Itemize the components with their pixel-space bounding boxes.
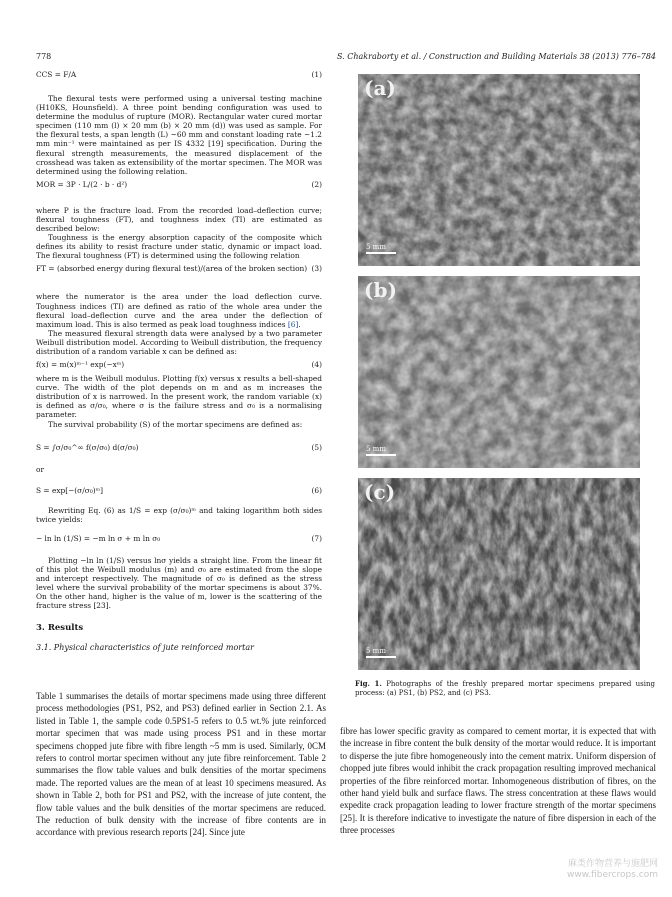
scale-bar-c (366, 656, 396, 658)
specimen-photo-a (358, 74, 640, 266)
scale-bar-a (366, 252, 396, 254)
paragraph-flexural-tests: The flexural tests were performed using a universal testing machine (H10KS, Hounsfield). A three point bending configuration was used to determine the modulus of rupture (MOR). Rectangular water cured mortar specimen (110 mm (l) × 20 mm (b) × 20 mm (d)) was used as sample. For the flexural tests, a span length (L) ~60 mm and constant loading rate ~1.2 mm min⁻¹ were maintained as per IS 4332 [19] specification. During the flexural strength measurements, the measured displacement of the crosshead was taken as extensibility of the mortar specimen. The MOR was determined using the following relation. (36, 94, 322, 176)
equation-1: CCS = F/A (1) (36, 70, 322, 79)
watermark-line-1: 麻类作物营养与施肥网 (567, 859, 658, 869)
specimen-photo-c (358, 478, 640, 670)
paragraph-rewriting: Rewriting Eq. (6) as 1/S = exp (σ/σ₀)ᵐ and taking logarithm both sides twice yields: (36, 505, 322, 524)
body-text-left: Table 1 summarises the details of mortar specimens made using three different process methodologies (PS1, PS2, and PS3) defined earlier in Section 2.1. As listed in Table 1, the sample code 0.5PS1-5 refers to 0.5 wt.% jute reinforced mortar specimen that was made using process PS1 and in these mortar specimens chopped jute fibre with fibre length ~5 mm is used. Similarly, 0CM refers to control mortar specimen without any jute fibre reinforcement. Table 2 summarises the flow table values and bulk densities of the mortar specimens made. The reported values are the mean of at least 10 specimens measured. As shown in Table 2, both for PS1 and PS2, with the increase of jute content, the flow table values and the bulk densities of the mortar specimens are reduced. The reduction of bulk density with the increase of fibre contents are in accordance with previous research reports [24]. Since jute (36, 691, 326, 838)
photo-panel-a (358, 74, 640, 266)
photo-panel-b (358, 276, 640, 468)
citation-link[interactable]: [6] (287, 319, 299, 329)
figure-caption: Fig. 1. Photographs of the freshly prepared mortar specimens prepared using process: (a) PS1, (b) PS2, and (c) PS3. (355, 679, 655, 697)
equation-2: MOR = 3P · L/(2 · b · d²) (2) (36, 179, 322, 189)
scale-text-b: 5 mm (366, 445, 386, 453)
equation-5: S = ∫σ/σ₀^∞ f(σ/σ₀) d(σ/σ₀) (5) (36, 442, 322, 452)
photo-panel-c (358, 478, 640, 670)
paragraph-plotting: Plotting −ln ln (1/S) versus lnσ yields a straight line. From the linear fit of this plot the Weibull modulus (m) and σ₀ are estimated from the slope and intercept respectively. The magnitude of σ₀ is defined as the stress level where the survival probability of the mortar specimens is about 37%. On the other hand, higher is the value of m, lower is the scattering of the fracture stress [23]. (36, 555, 322, 611)
panel-label-b: (b) (364, 278, 397, 302)
running-head: S. Chakraborty et al. / Construction and Building Materials 38 (2013) 776–784 (336, 52, 656, 61)
figure-column (355, 70, 655, 697)
scale-bar-b (366, 454, 396, 456)
equation-4: f(x) = m(x)ᵐ⁻¹ exp(−xᵐ) (4) (36, 360, 322, 370)
panel-label-a: (a) (364, 76, 396, 100)
scale-text-a: 5 mm (366, 243, 386, 251)
paragraph-fracture-load: where P is the fracture load. From the recorded load–deflection curve; flexural toughness (FT), and toughness index (TI) are estimated as described below: (36, 205, 322, 234)
scale-text-c: 5 mm (366, 647, 386, 655)
subsection-heading: 3.1. Physical characteristics of jute reinforced mortar (36, 642, 254, 652)
body-text-right: fibre has lower specific gravity as compared to cement mortar, it is expected that with the increase in fibre content the bulk density of the mortar would reduce. It is important to disperse the jute fibre homogeneously into the cement matrix. Uniform dispersion of chopped jute fibres would inhibit the crack propagation resulting improved mechanical properties of the fibre reinforced mortar. Inhomogeneous distribution of fibres, on the other hand yield bulk and surface flaws. The stress concentration at these flaws would expedite crack propagation leading to lower fracture strength of the mortar specimens [25]. It is therefore indicative to investigate the nature of fibre dispersion in each of the three processes (340, 726, 656, 836)
equation-3: FT = (absorbed energy during flexural test)/(area of the broken section) (3) (36, 264, 322, 274)
paragraph-toughness: Toughness is the energy absorption capacity of the composite which defines its ability to resist fracture under static, dynamic or impact load. The flexural toughness (FT) is determined using the following relation (36, 233, 322, 261)
text-or: or (36, 464, 44, 474)
specimen-photo-b (358, 276, 640, 468)
paragraph-survival: The survival probability (S) of the mortar specimens are defined as: (48, 419, 303, 429)
panel-label-c: (c) (364, 480, 396, 504)
watermark-line-2: www.fibercrops.com (567, 870, 658, 880)
paragraph-toughness-indices: where the numerator is the area under the load deflection curve. Toughness indices (TI) are defined as ratio of the whole area under the flexural load–deflection curve and the area under the deflection of maximum load. This is also termed as peak load toughness indices [6]. (36, 292, 322, 329)
page-number: 778 (36, 52, 52, 61)
watermark (567, 859, 658, 881)
section-heading: 3. Results (36, 623, 84, 634)
paragraph-weibull: The measured flexural strength data were analysed by a two parameter Weibull distribution model. According to Weibull distribution, the frequency distribution of a random variable x can be defined as: (36, 328, 322, 356)
equation-7: − ln ln (1/S) = −m ln σ + m ln σ₀ (7) (36, 533, 322, 543)
paragraph-weibull-modulus: where m is the Weibull modulus. Plotting f(x) versus x results a bell-shaped curve. The width of the plot depends on m and as m increases the distribution of x is narrowed. In the present work, the random variable (x) is defined as σ/σ₀, where σ is the failure stress and σ₀ is a normalising parameter. (36, 374, 322, 420)
equation-6: S = exp[−(σ/σ₀)ᵐ] (6) (36, 485, 322, 495)
left-column (36, 70, 322, 652)
